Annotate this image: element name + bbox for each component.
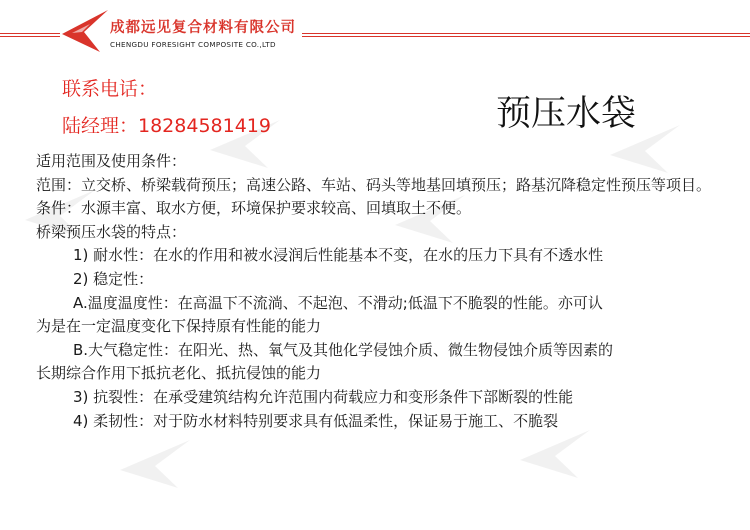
- contact-phone-label: 联系电话：: [62, 78, 158, 100]
- scope-heading: 适用范围及使用条件：: [36, 152, 187, 170]
- product-description: [36, 150, 726, 433]
- conditions-paragraph: 条件：水源丰富、取水方便，环境保护要求较高、回填取土不便。: [36, 199, 472, 218]
- watermark-swallow-icon: [120, 440, 190, 490]
- feature-atmospheric-stability: B.大气稳定性：在阳光、热、氧气及其他化学侵蚀介质、微生物侵蚀介质等因素的: [73, 340, 614, 359]
- swallow-logo-icon: [60, 8, 110, 54]
- feature-temperature-stability-cont: 为是在一定温度变化下保持原有性能的能力: [36, 317, 322, 336]
- feature-crack-resistance: 3) 抗裂性：在承受建筑结构允许范围内荷载应力和变形条件下部断裂的性能: [73, 387, 574, 406]
- features-heading: 桥梁预压水袋的特点：: [36, 222, 187, 241]
- feature-flexibility: 4) 柔韧性：对于防水材料特别要求具有低温柔性，保证易于施工、不脆裂: [73, 411, 559, 430]
- company-name-block: [108, 16, 302, 49]
- feature-atmospheric-stability-cont: 长期综合作用下抵抗老化、抵抗侵蚀的能力: [36, 364, 322, 383]
- scope-paragraph: 范围：立交桥、桥梁载荷预压；高速公路、车站、码头等地基回填预压；路基沉降稳定性预压等项目。: [36, 175, 712, 194]
- company-name-cn: 成都远见复合材料有限公司: [110, 20, 296, 36]
- watermark-swallow-icon: [520, 430, 590, 480]
- feature-stability: 2) 稳定性：: [73, 269, 154, 288]
- company-name-en: CHENGDU FORESIGHT COMPOSITE CO.,LTD: [110, 40, 276, 49]
- contact-manager-phone: 陆经理：18284581419: [62, 115, 271, 137]
- feature-temperature-stability: A.温度温度性：在高温下不流淌、不起泡、不滑动;低温下不脆裂的性能。亦可认: [73, 293, 603, 312]
- product-title: 预压水袋: [496, 94, 637, 134]
- feature-water-resistance: 1) 耐水性：在水的作用和被水浸润后性能基本不变，在水的压力下具有不透水性: [73, 246, 604, 265]
